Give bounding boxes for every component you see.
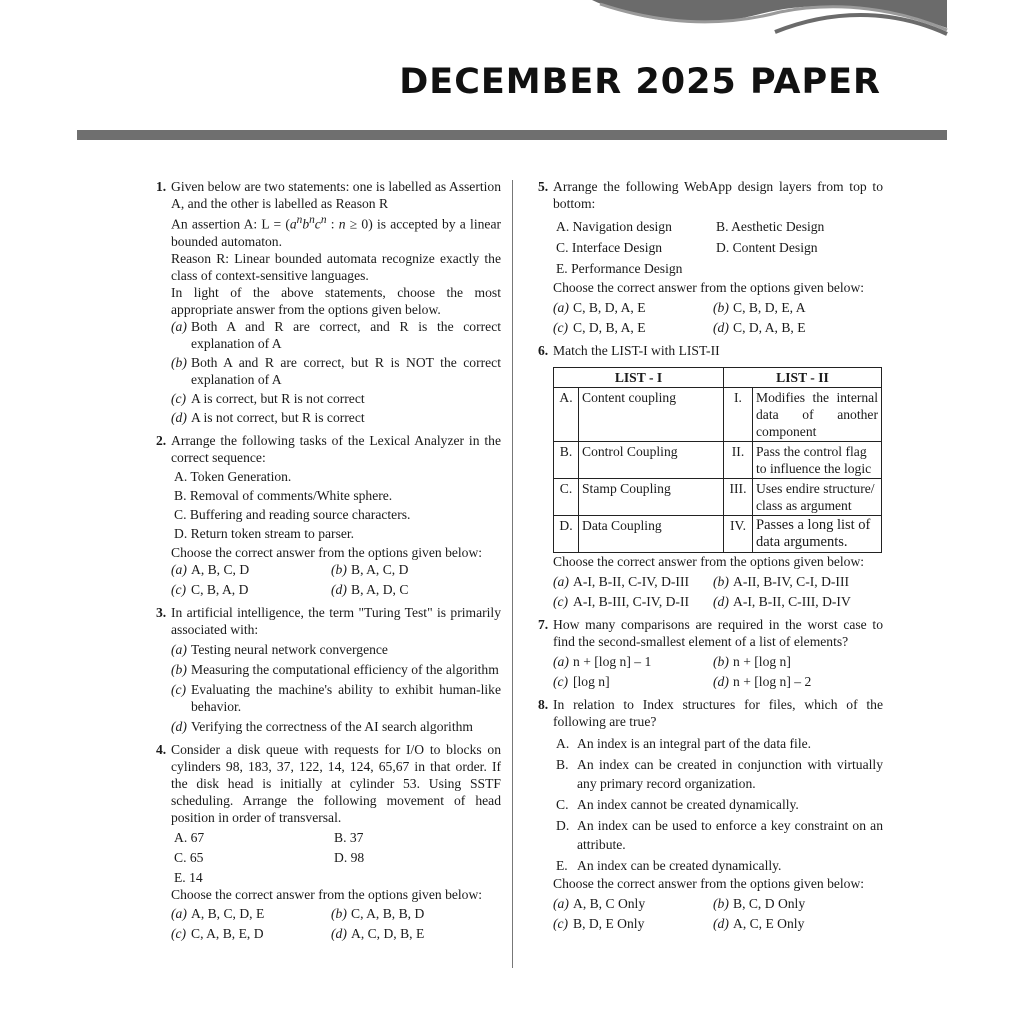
- list-item: E. An index can be created dynamically.: [556, 858, 782, 873]
- question-stem: How many comparisons are required in the worst case to find the second-smallest element of a list of elements?: [553, 617, 883, 649]
- table-cell: Stamp Coupling: [579, 479, 724, 516]
- option-item: (b) B, C, D Only: [713, 896, 806, 911]
- question-8: [538, 696, 883, 730]
- option-item: (b) Both A and R are correct, but R is NOT the correct explanation of A: [171, 354, 501, 387]
- option-item: (b) C, A, B, B, D: [331, 905, 425, 921]
- question-1: [156, 178, 501, 212]
- option-item: (c) C, A, B, E, D: [171, 925, 264, 941]
- option-item: (d) A is not correct, but R is correct: [171, 409, 365, 425]
- option-item: (c) C, D, B, A, E: [553, 320, 646, 335]
- table-cell: Uses endire structure/ class as argument: [753, 479, 882, 516]
- table-cell: I.: [724, 388, 753, 442]
- list-item: D. Return token stream to parser.: [174, 525, 355, 541]
- list-item: B. Removal of comments/White sphere.: [174, 487, 393, 503]
- table-cell: II.: [724, 442, 753, 479]
- page-title: DECEMBER 2025 PAPER: [399, 62, 881, 102]
- table-cell: C.: [554, 479, 579, 516]
- list-item: C. An index cannot be created dynamically.: [556, 797, 799, 812]
- question-5: [538, 178, 883, 212]
- table-cell: D.: [554, 516, 579, 553]
- question-number: 4.: [156, 741, 167, 757]
- list-item: E. 14: [174, 869, 203, 885]
- question-3: [156, 604, 501, 638]
- table-row: [554, 388, 882, 442]
- question-number: 7.: [538, 617, 549, 632]
- list-item: E. Performance Design: [556, 261, 683, 276]
- option-item: (b) C, B, D, E, A: [713, 300, 806, 315]
- table-row: [554, 479, 882, 516]
- list-item: D. 98: [334, 849, 365, 865]
- options-grid: [553, 653, 883, 690]
- option-item: (c) Evaluating the machine's ability to exhibit human-like behavior.: [171, 681, 501, 714]
- header-wave-decoration: [0, 0, 1024, 60]
- list-item: C. 65: [174, 849, 204, 865]
- table-cell: B.: [554, 442, 579, 479]
- question-stem: In relation to Index structures for files, which of the following are true?: [553, 697, 883, 729]
- question-number: 5.: [538, 179, 549, 194]
- option-item: (d) Verifying the correctness of the AI search algorithm: [171, 718, 473, 734]
- right-column: [538, 178, 883, 932]
- item-list: [556, 734, 883, 875]
- question-stem: Arrange the following WebApp design layers from top to bottom:: [553, 179, 883, 211]
- option-item: (a) Both A and R are correct, and R is the correct explanation of A: [171, 318, 501, 351]
- question-number: 8.: [538, 697, 549, 712]
- list-item: B. Aesthetic Design: [716, 219, 825, 234]
- option-item: (a) A, B, C, D, E: [171, 905, 265, 921]
- table-cell: Data Coupling: [579, 516, 724, 553]
- left-column: [156, 178, 501, 942]
- option-item: (b) Measuring the computational efficiency of the algorithm: [171, 661, 499, 677]
- question-instruction: In light of the above statements, choose the most appropriate answer from the options given below.: [171, 284, 501, 317]
- question-instruction: Choose the correct answer from the options given below:: [171, 544, 483, 560]
- table-cell: Content coupling: [579, 388, 724, 442]
- question-instruction: Choose the correct answer from the options given below:: [553, 554, 865, 569]
- option-item: (a) Testing neural network convergence: [171, 641, 388, 657]
- options-grid: [553, 299, 883, 336]
- question-7: [538, 616, 883, 650]
- question-stem: Arrange the following tasks of the Lexical Analyzer in the correct sequence:: [171, 432, 501, 465]
- table-header: LIST - II: [724, 368, 882, 388]
- table-cell: Modifies the internal data of another component: [753, 388, 882, 442]
- option-item: (b) A-II, B-IV, C-I, D-III: [713, 574, 850, 589]
- option-item: (c) C, B, A, D: [171, 581, 249, 597]
- table-header: LIST - I: [554, 368, 724, 388]
- question-stem: Match the LIST-I with LIST-II: [553, 343, 720, 358]
- options-grid: [553, 573, 883, 610]
- option-item: (d) B, A, D, C: [331, 581, 409, 597]
- question-stem: Given below are two statements: one is labelled as Assertion A, and the other is labelled as Reason R: [171, 179, 501, 211]
- question-6: [538, 342, 883, 359]
- list-item: A. Token Generation.: [174, 468, 292, 484]
- table-cell: IV.: [724, 516, 753, 553]
- header-rule: [77, 130, 947, 140]
- question-number: 1.: [156, 179, 167, 194]
- list-item: B. 37: [334, 829, 364, 845]
- list-item: A. An index is an integral part of the data file.: [556, 736, 812, 751]
- option-item: (b) B, A, C, D: [331, 561, 409, 577]
- table-cell: Pass the control flag to influence the logic: [753, 442, 882, 479]
- question-number: 6.: [538, 343, 549, 358]
- option-item: (b) n + [log n]: [713, 654, 791, 669]
- assertion-text: An assertion A: $L = (a^nb^nc^n$ : n ≥ 0) is accepted by a linear bounded automaton.: [171, 214, 502, 249]
- option-item: (c) B, D, E Only: [553, 916, 645, 931]
- option-item: (a) A, B, C, D: [171, 561, 250, 577]
- options-grid: [553, 895, 883, 932]
- table-cell: A.: [554, 388, 579, 442]
- reason-text: Reason R: Linear bounded automata recognize exactly the class of context-sensitive languages.: [171, 250, 501, 283]
- option-item: (a) C, B, D, A, E: [553, 300, 646, 315]
- question-4: [156, 741, 501, 826]
- table-row: [554, 516, 882, 553]
- table-cell: III.: [724, 479, 753, 516]
- list-item: A. 67: [174, 829, 205, 845]
- item-list: [174, 829, 501, 886]
- options-grid: [171, 905, 501, 942]
- option-item: (c) [log n]: [553, 674, 610, 689]
- list-item: C. Buffering and reading source characters.: [174, 506, 411, 522]
- list-item: D. An index can be used to enforce a key constraint on an attribute.: [556, 818, 883, 852]
- option-item: (a) A, B, C Only: [553, 896, 646, 911]
- option-item: (c) A-I, B-III, C-IV, D-II: [553, 594, 690, 609]
- question-stem: Consider a disk queue with requests for I/O to blocks on cylinders 98, 183, 37, 122, 14, 124, 65,67 in that order. If the disk head is initially at cylinder 53. Using SSTF scheduling. Arrange the following movement of head position in order of transversal.: [171, 741, 501, 825]
- option-item: (d) n + [log n] – 2: [713, 674, 812, 689]
- item-list: [556, 216, 883, 279]
- table-cell: Control Coupling: [579, 442, 724, 479]
- option-item: (d) A-I, B-II, C-III, D-IV: [713, 594, 851, 609]
- question-stem: In artificial intelligence, the term "Turing Test" is primarily associated with:: [171, 604, 501, 637]
- list-item: D. Content Design: [716, 240, 818, 255]
- column-divider: [512, 180, 513, 968]
- question-instruction: Choose the correct answer from the options given below:: [553, 876, 865, 891]
- question-instruction: Choose the correct answer from the options given below:: [553, 280, 865, 295]
- table-row: [554, 442, 882, 479]
- list-item: B. An index can be created in conjunction with virtually any primary record organization.: [556, 757, 883, 791]
- question-number: 2.: [156, 432, 167, 448]
- match-table: [553, 367, 882, 553]
- options-grid: [171, 561, 501, 598]
- question-instruction: Choose the correct answer from the options given below:: [171, 886, 483, 902]
- list-item: C. Interface Design: [556, 240, 663, 255]
- option-item: (c) A is correct, but R is not correct: [171, 390, 365, 406]
- list-item: A. Navigation design: [556, 219, 672, 234]
- option-item: (d) A, C, E Only: [713, 916, 805, 931]
- question-2: [156, 432, 501, 466]
- table-cell: Passes a long list of data arguments.: [753, 516, 882, 553]
- option-item: (d) C, D, A, B, E: [713, 320, 806, 335]
- option-item: (a) n + [log n] – 1: [553, 654, 652, 669]
- question-number: 3.: [156, 604, 167, 620]
- option-item: (a) A-I, B-II, C-IV, D-III: [553, 574, 690, 589]
- option-item: (d) A, C, D, B, E: [331, 925, 425, 941]
- item-list: [174, 468, 501, 542]
